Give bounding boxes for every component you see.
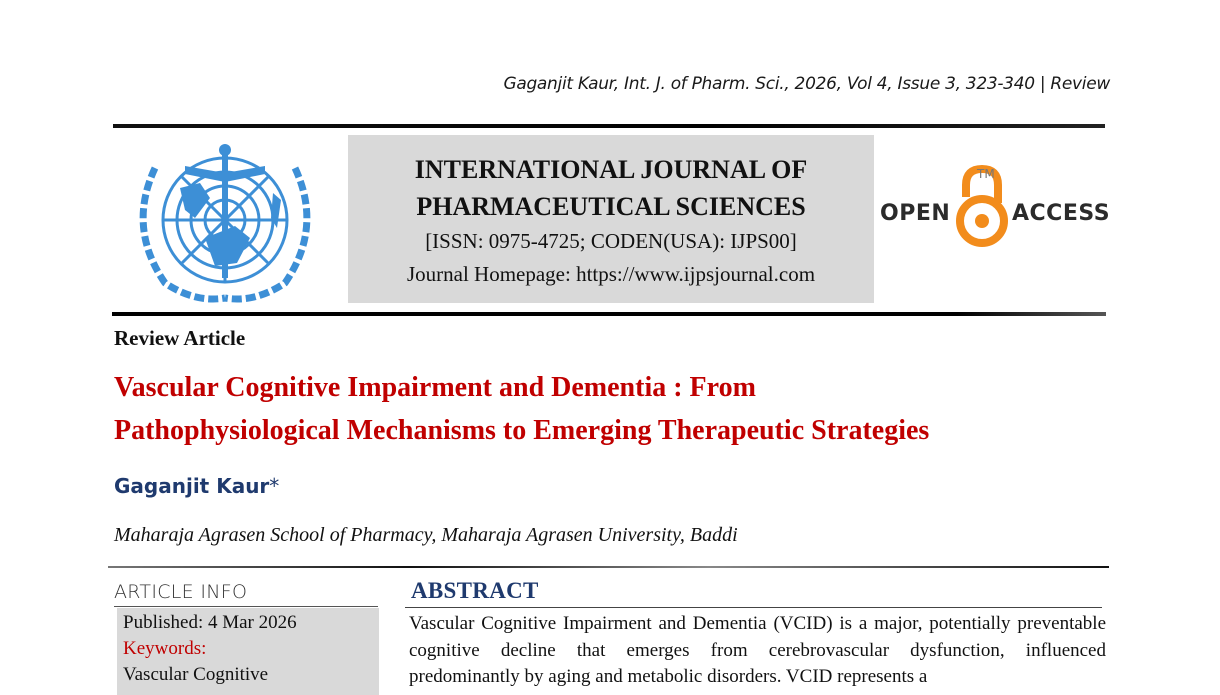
published-date: Published: 4 Mar 2026 — [123, 612, 297, 633]
article-info-heading: ARTICLE INFO — [114, 581, 248, 603]
journal-masthead — [348, 135, 874, 303]
keywords-label: Keywords: — [123, 638, 207, 659]
trademark-mark: TM — [977, 167, 995, 181]
journal-title-line1: INTERNATIONAL JOURNAL OF — [414, 155, 808, 184]
open-access-badge — [880, 163, 1110, 253]
journal-logo-icon — [125, 138, 325, 308]
abstract-heading: ABSTRACT — [411, 578, 539, 603]
running-head: Gaganjit Kaur, Int. J. of Pharm. Sci., 2026, Vol 4, Issue 3, 323-340 | Review — [503, 74, 1110, 94]
journal-homepage[interactable]: Journal Homepage: https://www.ijpsjournal.com — [406, 262, 816, 286]
article-title-line1: Vascular Cognitive Impairment and Dementia : From — [114, 372, 756, 403]
journal-issn: [ISSN: 0975-4725; CODEN(USA): IJPS00] — [425, 229, 797, 253]
author-name — [114, 474, 279, 498]
header-rule-bottom — [112, 312, 1106, 316]
journal-title-line2: PHARMACEUTICAL SCIENCES — [416, 192, 806, 221]
article-info-box — [117, 608, 379, 695]
open-access-access-text: ACCESS — [1012, 201, 1111, 226]
open-access-open-text: OPEN — [880, 201, 951, 226]
header-rule-top — [113, 124, 1105, 128]
abstract-rule — [405, 607, 1102, 608]
section-divider — [108, 566, 1109, 568]
author-affiliation: Maharaja Agrasen School of Pharmacy, Maharaja Agrasen University, Baddi — [114, 524, 738, 546]
article-title-line2: Pathophysiological Mechanisms to Emerging Therapeutic Strategies — [114, 415, 930, 446]
corresponding-author-mark: * — [269, 474, 280, 498]
author-name-text: Gaganjit Kaur — [114, 474, 270, 498]
keywords-value: Vascular Cognitive — [123, 664, 269, 685]
article-info-rule — [114, 606, 378, 607]
article-title — [114, 366, 1114, 452]
article-type: Review Article — [114, 326, 246, 350]
abstract-text: Vascular Cognitive Impairment and Dementia (VCID) is a major, potentially preventable cognitive decline that emerges from cerebrovascular dysfunction, influenced predominantly by aging and metabolic disorders. VCID represents a — [409, 613, 1106, 687]
